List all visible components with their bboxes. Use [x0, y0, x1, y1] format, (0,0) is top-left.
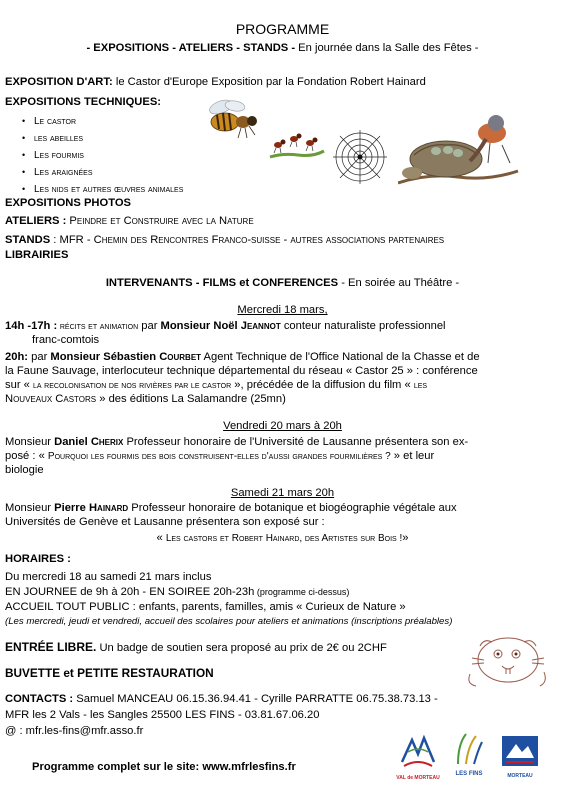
horaires-line2: EN JOURNEE de 9h à 20h - EN SOIREE 20h-23h (programme ci-dessus) — [5, 586, 350, 598]
logo2-label: LES FINS — [455, 771, 483, 777]
intervenants-heading: INTERVENANTS - FILMS et CONFERENCES - En soirée au Théâtre - — [105, 277, 460, 289]
buvette-heading: BUVETTE et PETITE RESTAURATION — [5, 666, 214, 680]
expo-photos-heading: EXPOSITIONS PHOTOS — [5, 197, 131, 209]
horaires-line3: ACCUEIL TOUT PUBLIC : enfants, parents, familles, amis « Curieux de Nature » — [5, 601, 406, 613]
subtitle: - EXPOSITIONS - ATELIERS - STANDS - En journée dans la Salle des Fêtes - — [86, 42, 479, 54]
ants-illustration — [268, 127, 326, 161]
day2-heading: Vendredi 20 mars à 20h — [223, 420, 342, 432]
logo1-label: VAL de MORTEAU — [396, 775, 440, 781]
logo-les-fins — [452, 730, 486, 782]
day1-line3: 20h: par Monsieur Sébastien Courbet Agent Technique de l'Office National de la Chasse et de — [5, 351, 480, 363]
contacts-line2: MFR les 2 Vals - les Sangles 25500 LES FINS - 03.81.67.06.20 — [5, 709, 320, 721]
list-item: • Les nids et autres œuvres animales — [22, 181, 183, 198]
day2-line2: posé : « Pourquoi les fourmis des bois construisent-elles d'aussi grandes fourmilières ? » et leur — [5, 450, 435, 462]
day1-line6: Nouveaux Castors » des éditions La Salamandre (25mn) — [5, 393, 286, 405]
stands-line: STANDS : MFR - Chemin des Rencontres Franco-suisse - autres associations partenaires — [5, 234, 445, 246]
day1-heading: Mercredi 18 mars, — [237, 304, 328, 316]
expo-tech-list — [22, 113, 183, 198]
footer-website[interactable]: Programme complet sur le site: www.mfrlesfins.fr — [32, 761, 296, 773]
librairies-heading: LIBRAIRIES — [5, 249, 69, 261]
day3-line3: « Les castors et Robert Hainard, des Artistes sur Bois !» — [156, 532, 409, 544]
day3-heading: Samedi 21 mars 20h — [230, 487, 335, 499]
horaires-line4: (Les mercredi, jeudi et vendredi, accueil des scolaires pour ateliers et animations (inscriptions préalables) — [5, 616, 453, 627]
bird-nest-illustration — [398, 103, 520, 191]
expo-tech-heading: EXPOSITIONS TECHNIQUES: — [5, 96, 162, 108]
bee-illustration — [205, 98, 263, 140]
list-item: • Le castor — [22, 113, 183, 130]
list-item: • Les araignées — [22, 164, 183, 181]
day3-line2: Universités de Genève et Lausanne présentera son exposé sur : — [5, 516, 325, 528]
ateliers-line: ATELIERS : Peindre et Construire avec la Nature — [5, 215, 254, 227]
horaires-line1: Du mercredi 18 au samedi 21 mars inclus — [5, 571, 212, 583]
contacts-line1: CONTACTS : Samuel MANCEAU 06.15.36.94.41 - Cyrille PARRATTE 06.75.38.73.13 - — [5, 693, 438, 705]
page-title: PROGRAMME — [235, 21, 330, 37]
expo-art-line: EXPOSITION D'ART: le Castor d'Europe Exposition par la Fondation Robert Hainard — [5, 76, 426, 88]
day2-line3: biologie — [5, 464, 44, 476]
list-item: • les abeilles — [22, 130, 183, 147]
day1-line5: sur « la recolonisation de nos rivières par le castor », précédée de la diffusion du film « les — [5, 379, 428, 391]
day1-line1: 14h -17h : récits et animation par Monsieur Noël Jeannot conteur naturaliste professionnel — [5, 320, 446, 332]
logo-val-de-morteau — [396, 732, 440, 780]
contacts-email[interactable]: @ : mfr.les-fins@mfr.asso.fr — [5, 725, 144, 737]
day3-line1: Monsieur Pierre Hainard Professeur honoraire de botanique et biogéographie végétale aux — [5, 502, 457, 514]
logo3-label: MORTEAU — [507, 773, 533, 779]
day2-line1: Monsieur Daniel Cherix Professeur honoraire de l'Université de Lausanne présentera son ex- — [5, 436, 469, 448]
beaver-drawing — [464, 630, 550, 688]
day1-line4: la Faune Sauvage, interlocuteur technique départemental du réseau « Castor 25 » : conférence — [5, 365, 478, 377]
day1-line2: franc-comtois — [32, 334, 100, 346]
entree-line: ENTRÉE LIBRE. Un badge de soutien sera proposé au prix de 2€ ou 2CHF — [5, 640, 387, 654]
logo-morteau — [500, 734, 540, 780]
list-item: • Les fourmis — [22, 147, 183, 164]
spider-web-illustration — [330, 128, 390, 186]
horaires-heading: HORAIRES : — [5, 553, 71, 565]
